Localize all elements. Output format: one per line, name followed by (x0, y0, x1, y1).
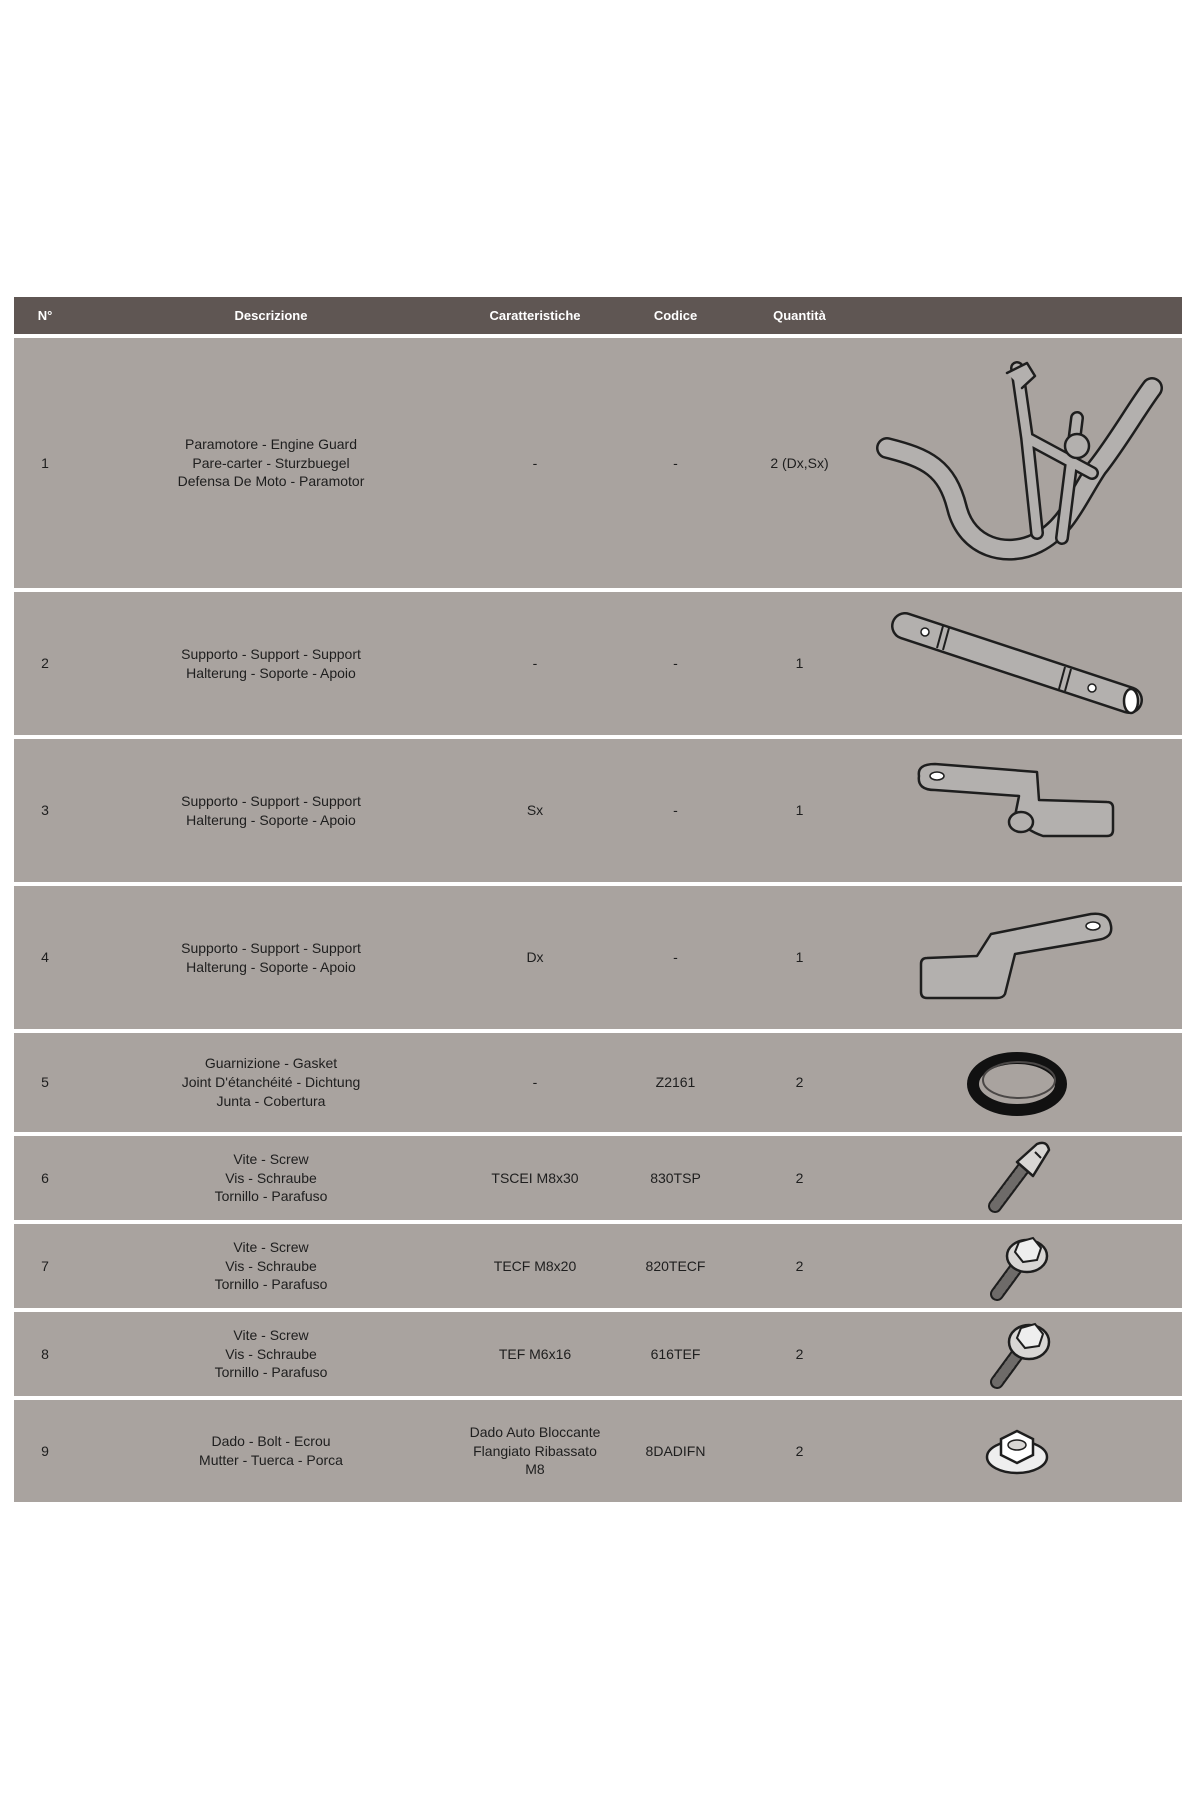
row-qty: 2 (795, 1442, 804, 1459)
table-row (14, 739, 1182, 882)
row-char: - (532, 655, 538, 672)
support-tube-icon (887, 604, 1147, 724)
row-qty: 1 (795, 655, 804, 672)
header-image (852, 297, 1182, 334)
table-header (14, 297, 1182, 334)
row-char: Dx (526, 949, 544, 966)
row-char: - (532, 1074, 538, 1091)
row-qty: 2 (795, 1257, 804, 1274)
table-row (14, 592, 1182, 735)
table-row (14, 338, 1182, 588)
row-desc: Vite - Screw Vis - Schraube Tornillo - Parafuso (214, 1150, 328, 1205)
table-row (14, 1033, 1182, 1132)
row-qty: 2 (Dx,Sx) (770, 454, 829, 471)
row-num: 9 (41, 1442, 49, 1459)
countersunk-screw-icon (977, 1140, 1057, 1216)
row-desc: Paramotore - Engine Guard Pare-carter - Sturzbuegel Defensa De Moto - Paramotor (177, 435, 365, 490)
hex-bolt-icon (977, 1316, 1057, 1392)
row-code: 820TECF (645, 1257, 706, 1274)
row-char: - (532, 454, 538, 471)
row-num: 4 (41, 949, 49, 966)
row-num: 5 (41, 1074, 49, 1091)
header-desc: Descrizione (234, 307, 308, 323)
row-num: 7 (41, 1257, 49, 1274)
row-desc: Vite - Screw Vis - Schraube Tornillo - Parafuso (214, 1326, 328, 1381)
row-char: TEF M6x16 (498, 1345, 572, 1362)
row-desc: Dado - Bolt - Ecrou Mutter - Tuerca - Porca (199, 1433, 343, 1468)
row-desc: Vite - Screw Vis - Schraube Tornillo - Parafuso (214, 1238, 328, 1293)
row-desc: Supporto - Support - Support Halterung - Soporte - Apoio (181, 792, 361, 828)
row-code: - (673, 802, 678, 819)
header-char: Caratteristiche (489, 307, 581, 323)
flange-nut-icon (977, 1421, 1057, 1481)
table-row (14, 1136, 1182, 1220)
row-char: TECF M8x20 (493, 1257, 577, 1274)
row-char: TSCEI M8x30 (491, 1169, 579, 1186)
header-code: Codice (653, 307, 698, 323)
row-num: 3 (41, 802, 49, 819)
row-code: - (673, 949, 678, 966)
table-row (14, 1224, 1182, 1308)
row-qty: 2 (795, 1345, 804, 1362)
flange-bolt-icon (977, 1228, 1057, 1304)
row-code: 616TEF (650, 1345, 701, 1362)
table-row (14, 1400, 1182, 1502)
bracket-left-icon (907, 756, 1127, 866)
row-qty: 2 (795, 1074, 804, 1091)
row-desc: Guarnizione - Gasket Joint D'étanchéité - Dichtung Junta - Cobertura (181, 1055, 361, 1109)
row-char: Dado Auto Bloccante Flangiato Ribassato M8 (469, 1423, 601, 1478)
row-qty: 1 (795, 949, 804, 966)
row-num: 1 (41, 454, 49, 471)
header-num: N° (37, 307, 53, 323)
row-code: - (673, 655, 678, 672)
row-code: Z2161 (655, 1074, 696, 1091)
row-qty: 1 (795, 802, 804, 819)
row-num: 6 (41, 1169, 49, 1186)
row-char: Sx (526, 802, 544, 819)
table-row (14, 886, 1182, 1029)
header-qty: Quantità (773, 307, 826, 323)
row-num: 8 (41, 1345, 49, 1362)
gasket-icon (962, 1048, 1072, 1118)
row-code: 830TSP (650, 1169, 701, 1186)
bracket-right-icon (907, 898, 1127, 1018)
row-desc: Supporto - Support - Support Halterung - Soporte - Apoio (181, 939, 361, 975)
parts-table (14, 297, 1182, 1506)
engine-guard-icon (867, 348, 1167, 578)
row-qty: 2 (795, 1169, 804, 1186)
row-desc: Supporto - Support - Support Halterung - Soporte - Apoio (181, 645, 361, 681)
table-row (14, 1312, 1182, 1396)
row-num: 2 (41, 655, 49, 672)
row-code: - (673, 454, 678, 471)
row-code: 8DADIFN (645, 1442, 706, 1459)
